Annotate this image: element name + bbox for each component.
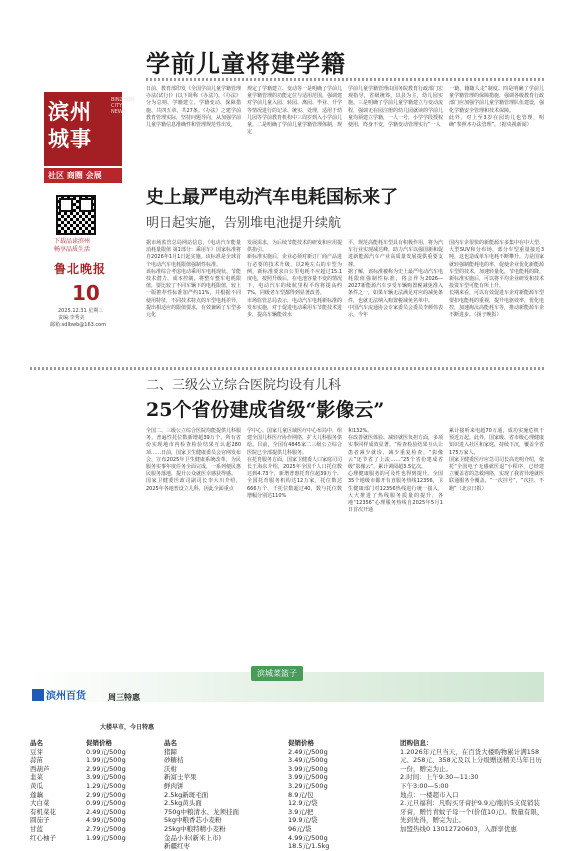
divider [146, 78, 546, 81]
item-name: 砂糖桔 [164, 756, 184, 765]
item-price: 18.5元/1.5kg [288, 842, 330, 851]
category-sub: 社区 商圈 会展 [44, 168, 122, 183]
item-price: 4.99元/500g [288, 833, 328, 842]
category-box [44, 92, 135, 166]
item-name: 西葫芦 [30, 764, 50, 773]
article3-subtitle: 二、三级公立综合医院均设有儿科 [146, 378, 342, 393]
table-row [164, 825, 360, 834]
item-price: 3.99元/500g [86, 773, 126, 782]
article1-title: 学前儿童将建学籍 [146, 49, 346, 78]
item-name: 新疆红枣 [164, 842, 190, 851]
table-row [164, 816, 360, 825]
table-row [164, 799, 360, 808]
price-table-header [164, 739, 360, 748]
qr-caption-1: 下载品读滨州 [54, 238, 91, 245]
item-price: 0.99元/500g [86, 747, 126, 756]
item-name: 新富士苹果 [164, 773, 197, 782]
table-row [30, 756, 158, 765]
table-row [164, 773, 360, 782]
item-price: 3.29元/500g [288, 781, 328, 790]
table-row [30, 748, 158, 757]
item-price: 2.49元/500g [288, 747, 328, 756]
article3-title: 25个省份建成省级“影像云” [146, 399, 385, 421]
item-price: 4.99元/500g [86, 816, 126, 825]
item-name: 大白菜 [30, 799, 50, 808]
article1-body [146, 86, 546, 166]
article3-col-4: 累计接听来电超70万通，成功实施危机干预近万起。此外，国家级、省市级心理健康知识进入社区和家庭，持续下沉，覆盖全省175万家人。 国家卫健委医疗应急司司长高光明介绍，依托“全国电子无感就医退”小程序，已经建立覆盖省的急救网络，实现了我省异地就医联通服务全覆盖，“一次挂号”，“次挂、不跑”（北京日报） [449, 428, 545, 492]
price-table-2 [164, 739, 360, 851]
item-price: 2.79元/500g [86, 824, 126, 833]
article3-body [146, 428, 546, 598]
qr-code-icon[interactable] [56, 195, 96, 235]
divider [30, 367, 544, 370]
article1-col-1: 日前，教育部印发《全国学前儿童学籍管理办法(试行)》(以下简称《办法》)。《办法》分为总则、学籍建立、学籍变动、保障措施、共四五章、共27条。《办法》之建学前教育管理实际，坚持问题导向，从加强学前儿童学籍信息准确性和管理规范性出发， [146, 86, 242, 129]
item-price: 1.99元/500g [86, 833, 126, 842]
item-name: 莲藕 [30, 790, 43, 799]
item-name: 甘蓝 [30, 824, 43, 833]
item-name: 鲜肉饼 [164, 781, 184, 790]
item-price: 3.99元/500g [288, 764, 328, 773]
item-name: 750g中粮清水、龙须挂面 [164, 807, 240, 816]
article1-col-4: 一籍，籍随人走”制度。四是明确了学前儿童学籍管理的保障措施，强调各级教育行政部门应加强学前儿童学籍管理队伍建设，强化学籍安全管理和技术保障。 此外，对上至3岁在园幼儿也管理，明确“参照本办法管理”。（据央视新闻） [449, 86, 545, 129]
item-price: 8.9元/包 [288, 790, 314, 799]
sidebar [44, 92, 135, 329]
item-price: 2.49元/500g [86, 807, 126, 816]
price-table-header [30, 739, 158, 748]
promo-notes-title: 团购信息： [400, 739, 433, 747]
item-name: 韭菜 [30, 773, 43, 782]
article2-title: 史上最严电动汽车电耗国标来了 [146, 187, 398, 208]
category-vertical-text: BINZHOU CITY NEWS [111, 97, 135, 115]
table-row [30, 834, 158, 843]
table-row [30, 816, 158, 825]
item-price: 1.99元/500g [86, 756, 126, 765]
item-name: 金品小米(新米上市) [164, 833, 222, 842]
table-row [30, 825, 158, 834]
item-price: 0.99元/500g [86, 799, 126, 808]
item-price: 96元/袋 [288, 824, 312, 833]
article1-col-2: 规定了学籍建立、变动等一是明确了学前儿童学籍管理的功能定位与适用范围，强调建对学前儿童入园、转园、离园、毕业、升学等情况进行的记录、统实、处理，适用于幼儿园等学前教育机构中三周岁到入小学前儿童。二是明确了学前儿童学籍管理体制，规定 [247, 86, 343, 136]
table-row [30, 765, 158, 774]
price-table-1 [30, 739, 158, 842]
article2-col-2: 发展需求，为后续节能技术的研发和应用提供指引。 新标准实施后，企业必须对新订厂商产品进行必要的技术升级，以2吨左右的车型为例，新标准要求百公里电耗不应超过15.1度电，按照升级后，在电池容量不变的情况下，电动汽车的续航里程平均将提高约7%，同级老车型都得到显著改善。 市场监管总局表示，电动汽车电耗新标准的发布实施，对于促进电动乘用车节能技术进步，提高车辆能效水 [247, 240, 343, 319]
ad-tag: 滨城菜篮子 [251, 666, 303, 681]
ad-headline: 大楼早市，今日特惠 [100, 724, 155, 731]
item-price: 3.99元/500g [288, 773, 328, 782]
category-line-2: 城事 [48, 126, 92, 151]
article3-col-1: 全国二、三级公立综合医院均能提供儿科服务，普遍性托位数新增超39万个，所有省份实现地市内检查检验结果互认超280项……日前，国家卫生健康委员会官网发布会，宣布2025年卫生健康系统改革，为民服务实事年度任务全面完成，一系列便民惠民服务落地，提升公众就医幸感获得感。 国家卫健委医政司副司长李大川介绍，2025年各地普设立儿科，因此全面重点 [146, 428, 242, 492]
item-price: 19.9元/袋 [288, 816, 318, 825]
issue-date: 2025.12.31 星期三 [58, 308, 104, 314]
table-row [30, 782, 158, 791]
article3-col-2: 学中心。国家儿童区域医疗中心布局中，组建全国儿科医疗协作网络，扩大儿科服务供给。目前，全国有4845家二三级公立综合医院已全部提供儿科服务。 在托育服务方面，国家卫健委人口家庭司司长王海东介绍，2025年全国千人口托位数达到4.73个，新增普惠托育位超39万个。全国托育服务机构达12万家，托位数达666万个，千托位数超过40，数与托位数增幅分别达110% [247, 428, 343, 499]
email: 邮箱:sdlbwb@163.com [50, 322, 107, 328]
item-name: 2.5kg新斑毛面 [164, 790, 209, 799]
table-row [164, 834, 360, 843]
table-row [164, 748, 360, 757]
article2-subtitle: 明日起实施，告别堆电池提升续航 [146, 216, 342, 231]
item-name: 红心柚子 [30, 833, 56, 842]
col-price-header: 促销价格 [288, 739, 314, 747]
table-row [30, 799, 158, 808]
item-name: 5kg中粮香芯小麦粉 [164, 816, 222, 825]
item-name: 蒜苗 [30, 756, 43, 765]
item-name: 猪蹄 [164, 747, 177, 756]
promo-notes [400, 739, 544, 834]
article1-col-3: 学前儿童学籍管理由国务院教育行政部门宏观指导，省级统筹，以县为主，幼儿园实施。三是明确了学前儿童学籍建立与变动流程，强调无在园注册的幼儿园就读的学前儿童均须建立学籍，一人一号，小学学段授权使用，终身不变，学籍变动管理实行“一人 [348, 86, 444, 129]
table-row [30, 773, 158, 782]
store-logo-icon [32, 689, 44, 701]
item-price: 2.99元/500g [86, 790, 126, 799]
col-price-header: 促销价格 [86, 739, 112, 747]
article2-body [146, 240, 546, 362]
article3-col-3: 和132%。 在改善就医体验、减轻就医负担方面，多项实事同样成效显著。“检查检验结果互认让患者减少就诊、减少重复检查，“影像云”还节省了上流……”25个省份建成省级“影像云”，累计调阅超3.5亿次。 心理健康服务的可及性也得到提升。全国35个地级市都开有直服务热线12356，卫生健康部门对12356热线进行统一接入，大大推进了热线服务质量的提升，各地“12356”心理服务热线自2025年5月1日首次开通 [348, 428, 444, 514]
table-row [164, 756, 360, 765]
col-name-header: 品名 [164, 739, 177, 747]
article2-col-1: 据市场监管总局网站信息，《电动汽车能量消耗量限值 第1部分：乘用车》国家标准将自2026年1月1日起实施。该标准是全球首个电动汽车电耗限值强制性标准。 该标准综合考虑电动乘用车电耗现状、节能技术潜力、成本控制，将整车整车电耗限值，要比较了不同车辆下的电耗限值，较上一版推荐性标准加严约11%，并根据不同使用特征，不同技术特点的车型电耗差异，提出相适应的限值要求，有效兼顾了车型多元化 [146, 240, 242, 319]
store-name: 滨州百货 [46, 691, 86, 702]
item-name: 2.5kg黄头面 [164, 799, 202, 808]
editor: 责编:李秀美 [58, 315, 85, 321]
store-logo [32, 687, 86, 702]
table-row [164, 791, 360, 800]
item-price: 3.9元/把 [288, 807, 314, 816]
col-name-header: 品名 [30, 739, 43, 747]
item-price: 12.9元/袋 [288, 799, 318, 808]
item-name: 豆芽 [30, 747, 43, 756]
article2-col-3: 平，规范高能耗车型具有积极作用，将为汽车行业实现减达峰，助力汽车以强国新和促进新能源汽车产业高质量发展提供重要支撑。 据了解，该标准被称为史上最严电动汽车电耗限值强制性标准，将会作为2026—2027新能源汽车享受车辆购置税减免准入条件之一，如果车辆无法满足对应的减免条件，也就无法纳入购置税减免名单中。 中国汽车流通协会专家委员会委员李颜伟表示，今年 [348, 240, 444, 319]
item-price: 1.29元/500g [86, 781, 126, 790]
ad-section [30, 660, 544, 851]
qr-caption-2: 畅享品质生活 [54, 246, 91, 253]
item-price: 3.49元/500g [288, 756, 328, 765]
table-row [30, 791, 158, 800]
table-row [164, 842, 360, 851]
item-name: 黄瓜 [30, 781, 43, 790]
category-line-1: 滨州 [48, 99, 92, 124]
page-number: 10 [72, 281, 100, 305]
newspaper-logo: 鲁北晚报 [54, 262, 107, 276]
item-name: 圆茄子 [30, 816, 50, 825]
item-name: 25kg中粮特精小麦粉 [164, 824, 226, 833]
article2-col-4: 国内车企很快的新能源车多集中在中大型、大型SUV和分布场，部分车型重量接近3吨，这也造成单车电耗不断攀升。力是国家就轻强制能耗电的率，促使企业优化新能源车型的技术，加速轻量化，节电能耗的降，新标准实施后，可以将平均企业研发和技术投资车型可能有所上升。 长期来看，可以有效促进车企对新能源车型要扣电能耗的重视，提升电驱效率，优化电控，加速淘汰高能耗车等，推动新能源车企不断进步。（扬子晚报） [449, 240, 545, 319]
promo-notes-body: 1.2026年元旦当天，在百货大楼购物累计满158元、258元、358元及以上分级赠送精美马年日历一份，赠完为止。 2.时间：上午9:30—11:30 下午3:00—5:00 地点：一楼超市入口 2.元旦福利：凡购买牙膏护9.9元/瓶的5支促销装牙膏，赠竹青蚊子母一个(价值10元)。数量有限，先到先得，赠完为止。 加盟热线0 13012720603，入群享优惠 [400, 747, 544, 833]
item-price: 2.99元/500g [86, 764, 126, 773]
item-name: 沃柑 [164, 764, 177, 773]
ad-week: 周三特惠 [108, 693, 140, 702]
table-row [164, 782, 360, 791]
item-name: 有机菜花 [30, 807, 56, 816]
